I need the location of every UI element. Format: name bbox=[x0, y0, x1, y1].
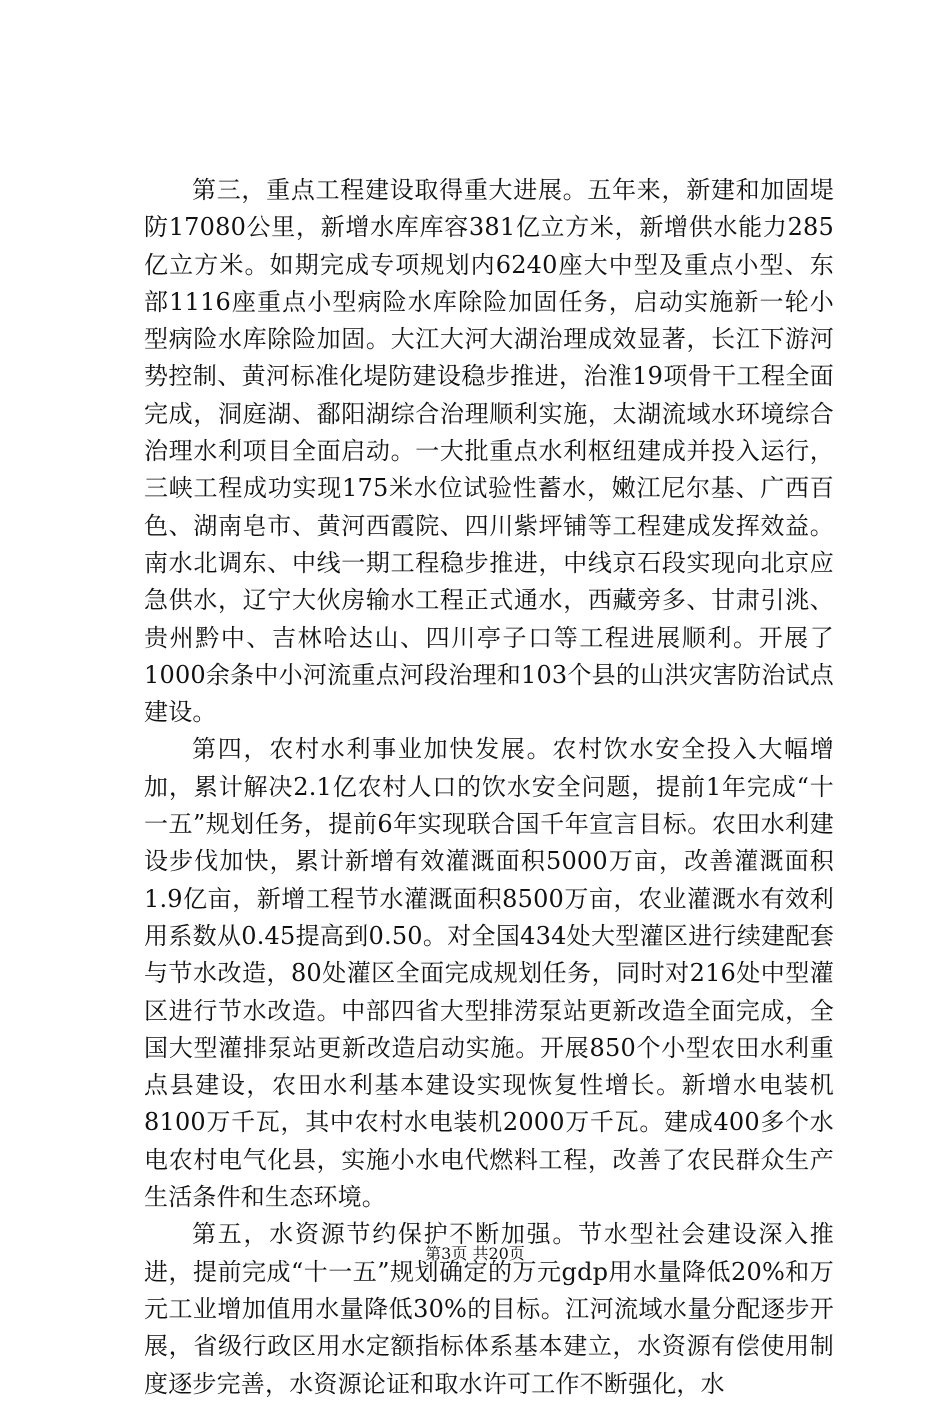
page-number-footer: 第3页 共20页 bbox=[425, 1244, 525, 1263]
document-body bbox=[144, 172, 834, 1403]
paragraph-rural-water: 第四，农村水利事业加快发展。农村饮水安全投入大幅增加，累计解决2.1亿农村人口的饮水安全问题，提前1年完成“十一五”规划任务，提前6年实现联合国千年宣言目标。农田水利建设步伐加快，累计新增有效灌溉面积5000万亩，改善灌溉面积1.9亿亩，新增工程节水灌溉面积8500万亩，农业灌溉水有效利用系数从0.45提高到0.50。对全国434处大型灌区进行续建配套与节水改造，80处灌区全面完成规划任务，同时对216处中型灌区进行节水改造。中部四省大型排涝泵站更新改造全面完成，全国大型灌排泵站更新改造启动实施。开展850个小型农田水利重点县建设，农田水利基本建设实现恢复性增长。新增水电装机8100万千瓦，其中农村水电装机2000万千瓦。建成400多个水电农村电气化县，实施小水电代燃料工程，改善了农民群众生产生活条件和生态环境。 bbox=[144, 735, 834, 1212]
paragraph-water-conservation: 第五，水资源节约保护不断加强。节水型社会建设深入推进，提前完成“十一五”规划确定的万元gdp用水量降低20%和万元工业增加值用水量降低30%的目标。江河流域水量分配逐步开展，省级行政区用水定额指标体系基本建立，水资源有偿使用制度逐步完善，水资源论证和取水许可工作不断强化，水 bbox=[144, 1220, 834, 1398]
paragraph-key-projects: 第三，重点工程建设取得重大进展。五年来，新建和加固堤防17080公里，新增水库库容381亿立方米，新增供水能力285亿立方米。如期完成专项规划内6240座大中型及重点小型、东部1116座重点小型病险水库除险加固任务，启动实施新一轮小型病险水库除险加固。大江大河大湖治理成效显著，长江下游河势控制、黄河标准化堤防建设稳步推进，治淮19项骨干工程全面完成，洞庭湖、鄱阳湖综合治理顺利实施，太湖流域水环境综合治理水利项目全面启动。一大批重点水利枢纽建成并投入运行，三峡工程成功实现175米水位试验性蓄水，嫩江尼尔基、广西百色、湖南皂市、黄河西霞院、四川紫坪铺等工程建成发挥效益。南水北调东、中线一期工程稳步推进，中线京石段实现向北京应急供水，辽宁大伙房输水工程正式通水，西藏旁多、甘肃引洮、贵州黔中、吉林哈达山、四川亭子口等工程进展顺利。开展了1000余条中小河流重点河段治理和103个县的山洪灾害防治试点建设。 bbox=[144, 176, 834, 727]
